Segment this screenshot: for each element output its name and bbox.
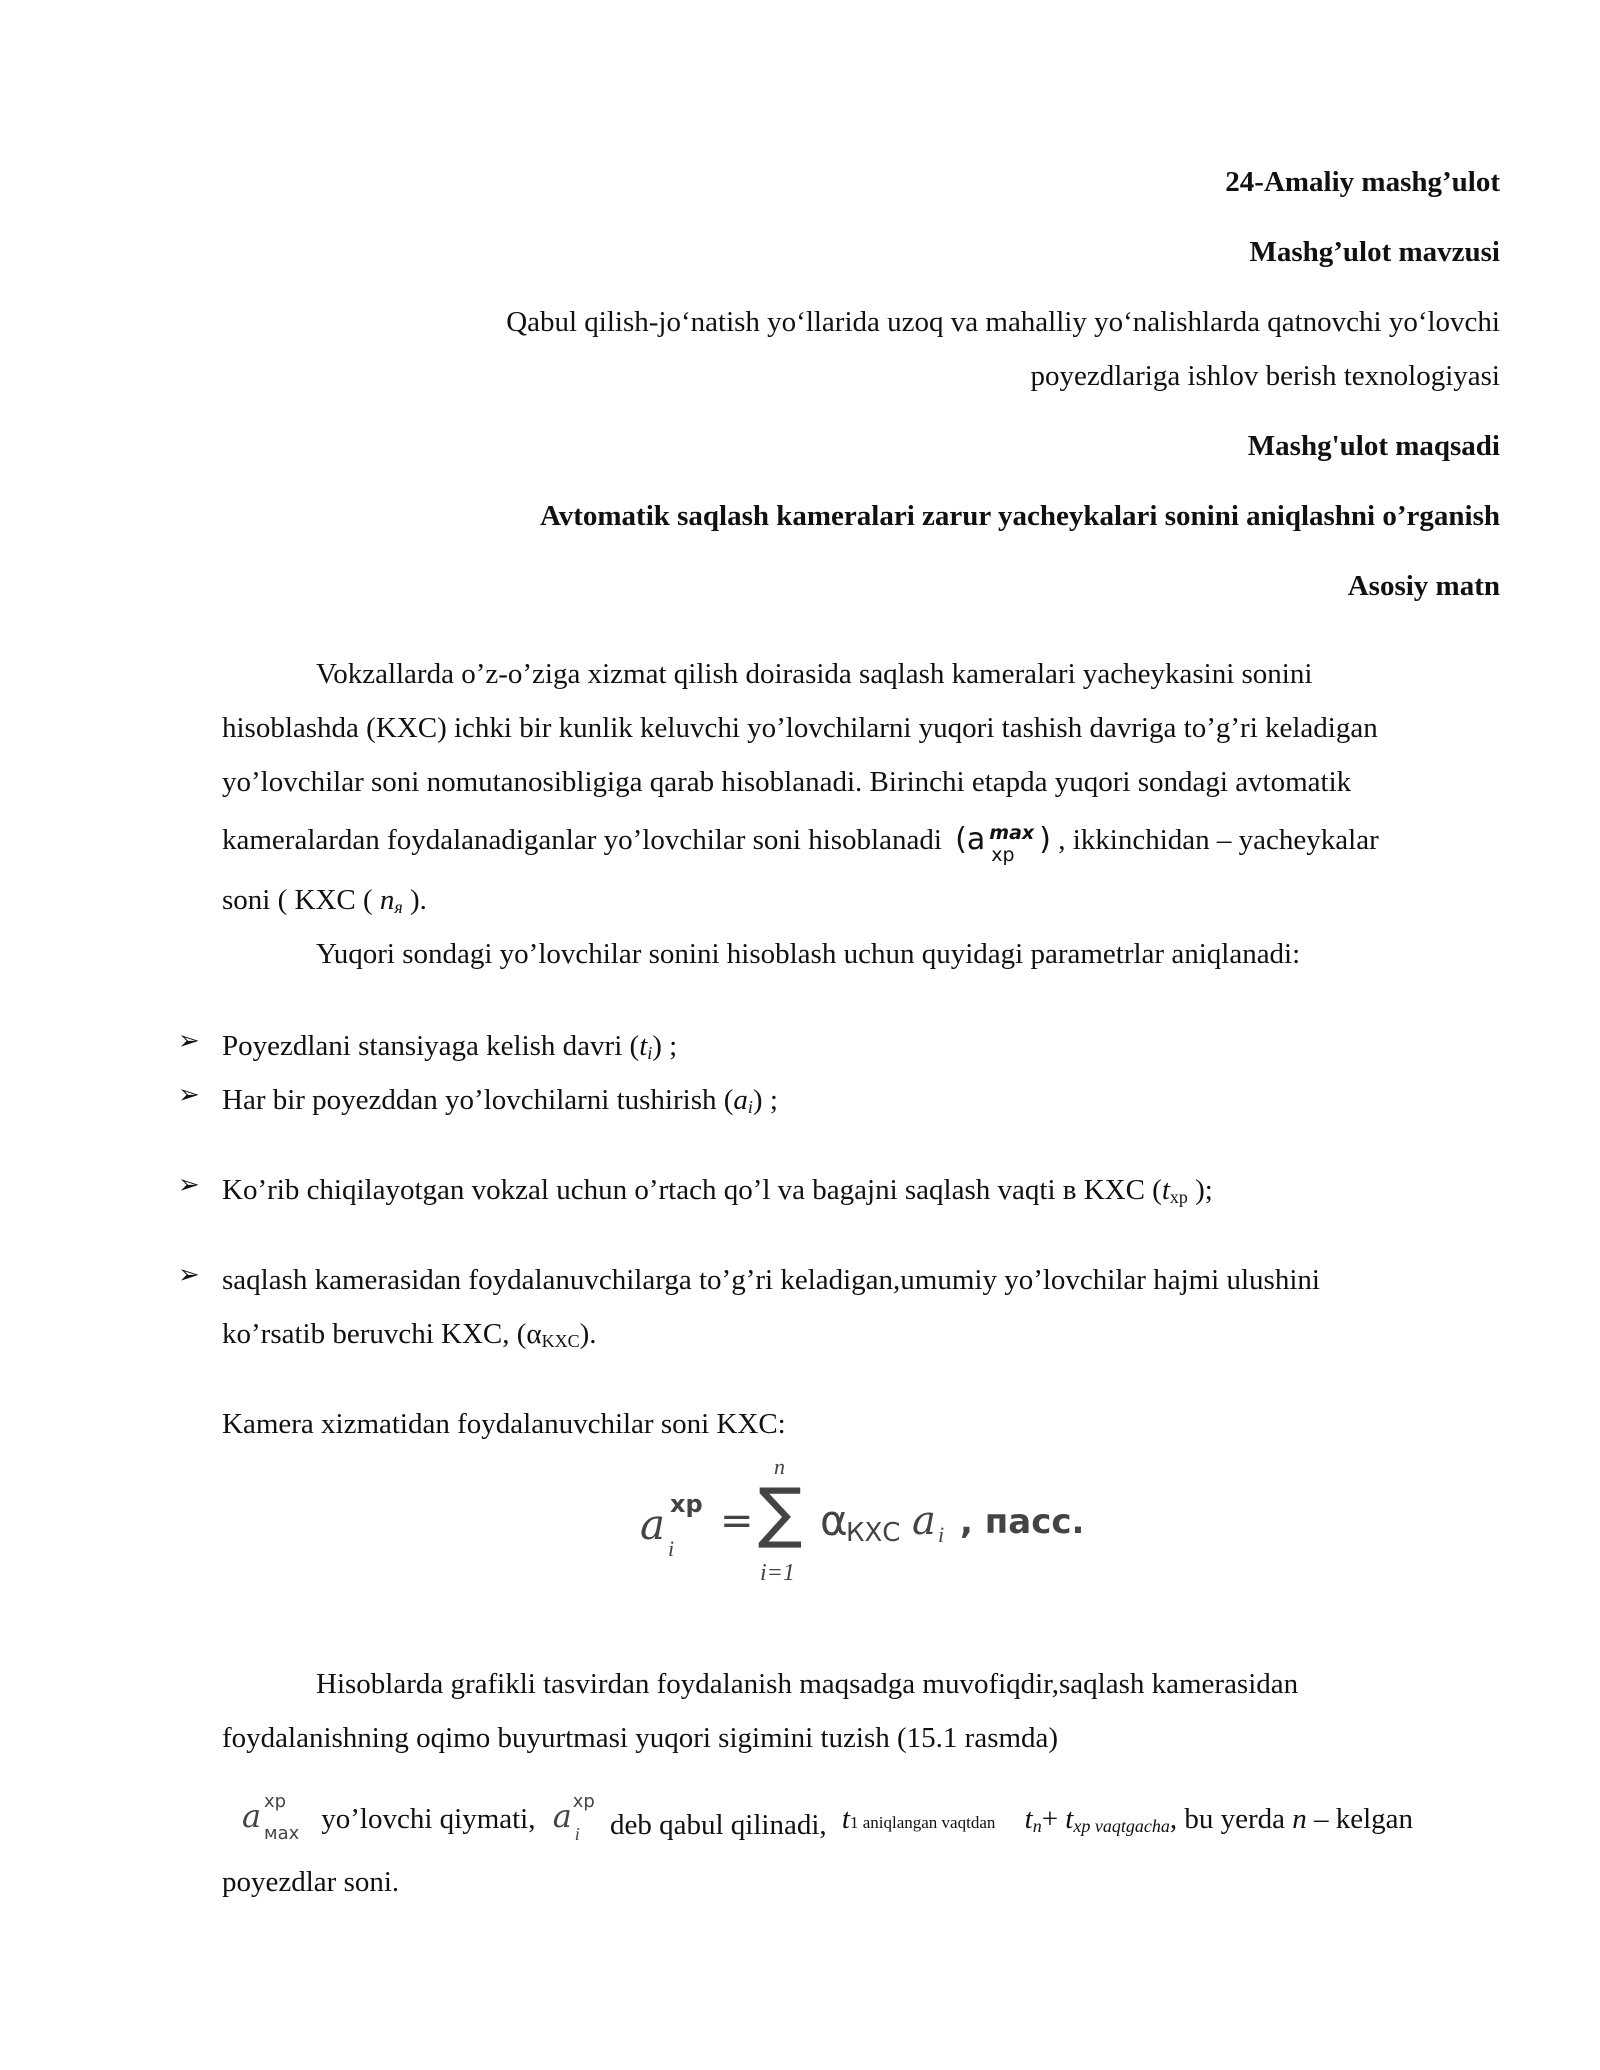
n-ya-sub: я: [394, 897, 403, 917]
bullet-3: [222, 1170, 1213, 1217]
a-i-xp-symbol: [553, 1788, 603, 1842]
sym2-sub: i: [574, 1824, 580, 1844]
formula-unit: , пасс.: [960, 1502, 1085, 1542]
formula-lhs-sub: i: [668, 1536, 675, 1561]
bullet-3-after: );: [1187, 1174, 1213, 1206]
paragraph1-line1: Vokzallarda o’z-o’ziga xizmat qilish doirasida saqlash kameralari yacheykasini sonini: [316, 658, 1313, 690]
bullet-2: [222, 1080, 778, 1127]
topic-line-1: Qabul qilish-jo‘natish yo‘llarida uzoq va mahalliy yo‘nalishlarda qatnovchi yo‘lovchi: [506, 306, 1500, 338]
paragraph1-line5-before: soni ( KXC (: [222, 884, 373, 916]
plus-sign: +: [1041, 1803, 1059, 1835]
t1-sub: 1 aniqlangan vaqtdan: [849, 1813, 996, 1832]
paragraph4-line1: [242, 1788, 1413, 1848]
txp-var: t: [1065, 1803, 1074, 1835]
formula-equals: =: [720, 1498, 754, 1544]
formula-block: [640, 1454, 1100, 1610]
paragraph1-line4-after: , ikkinchidan – yacheykalar: [1058, 824, 1379, 856]
paragraph4-text4: – kelgan: [1313, 1803, 1414, 1835]
tn-var: t: [1024, 1803, 1033, 1835]
bullet-arrow-icon: ➢: [178, 1170, 200, 1199]
paragraph2: Yuqori sondagi yo’lovchilar sonini hisoblash uchun quyidagi parametrlar aniqlanadi:: [316, 938, 1301, 970]
bullet-4-after: ).: [579, 1318, 597, 1350]
t1-var: t: [841, 1803, 850, 1835]
topic-line-2: poyezdlariga ishlov berish texnologiyasi: [1030, 360, 1500, 392]
sym1-sup: xp: [264, 1791, 287, 1812]
bullet-4-line2: [222, 1314, 597, 1361]
formula-alpha: α: [820, 1496, 848, 1545]
bullet-3-text: Ko’rib chiqilayotgan vokzal uchun o’rtach qo’l va bagajni saqlash vaqti в KXC (: [222, 1174, 1162, 1206]
sym2-base: a: [552, 1797, 572, 1835]
paragraph1-line5: [222, 880, 427, 927]
bullet-1-text: Poyezdlani stansiyaga kelish davri (: [222, 1030, 640, 1062]
txp-sub: xp vaqtgacha: [1073, 1816, 1170, 1836]
paragraph1-line5-after: ).: [410, 884, 427, 916]
bullet-3-sub: xp: [1169, 1187, 1188, 1207]
t1-expression: [842, 1803, 995, 1835]
bullet-1-after: ) ;: [652, 1030, 678, 1062]
a-max-xp-symbol: [242, 1788, 314, 1842]
formula-lhs-sup: xp: [670, 1490, 703, 1518]
sym1-sub: мах: [264, 1823, 300, 1844]
formula-alpha-sub: КХС: [846, 1518, 901, 1548]
bullet-4-sub: KXC: [541, 1331, 580, 1351]
bullet-1-var: t: [639, 1030, 648, 1062]
bullet-arrow-icon: ➢: [178, 1080, 200, 1109]
a-max-xp-symbol: (a max xp ): [955, 822, 1051, 857]
bullet-4-line1: saqlash kamerasidan foydalanuvchilarga to’g’ri keladigan,umumiy yo’lovchilar hajmi ulushini: [222, 1264, 1320, 1296]
bullet-arrow-icon: ➢: [178, 1026, 200, 1055]
bullet-2-var: a: [733, 1084, 748, 1116]
a-max-sup: max: [989, 821, 1035, 844]
tn-expression: [1025, 1803, 1170, 1835]
paragraph4-line2: poyezdlar soni.: [222, 1866, 400, 1898]
paragraph1-line3: yo’lovchilar soni nomutanosibligiga qarab hisoblanadi. Birinchi etapda yuqori sondagi avtomatik: [222, 766, 1352, 798]
topic-heading: Mashg’ulot mavzusi: [1249, 236, 1500, 268]
n-var: n: [1292, 1803, 1307, 1835]
bullet-2-sub: i: [747, 1097, 753, 1117]
bullet-1: [222, 1026, 677, 1073]
main-heading: Asosiy matn: [1347, 570, 1500, 602]
a-xp-sub: xp: [991, 843, 1015, 866]
formula-lhs-a: a: [640, 1500, 666, 1549]
a-max-xp-base: a: [966, 822, 986, 857]
n-ya-var: n: [379, 884, 395, 916]
formula-intro: Kamera xizmatidan foydalanuvchilar soni KXC:: [222, 1408, 786, 1440]
formula-sum-top: n: [774, 1454, 785, 1479]
goal-heading: Mashg'ulot maqsadi: [1247, 430, 1500, 462]
bullet-arrow-icon: ➢: [178, 1260, 200, 1289]
tn-sub: n: [1032, 1816, 1042, 1836]
paragraph3-line2: foydalanishning oqimo buyurtmasi yuqori sigimini tuzish (15.1 rasmda): [222, 1722, 1059, 1754]
bullet-1-sub: i: [647, 1043, 653, 1063]
paragraph1-line4-before: kameralardan foydalanadiganlar yo’lovchilar soni hisoblanadi: [222, 824, 942, 856]
bullet-4-line2-text: ko’rsatib beruvchi KXC, (α: [222, 1318, 542, 1350]
paragraph4-text2: deb qabul qilinadi,: [610, 1809, 827, 1841]
sym2-sup: xp: [572, 1791, 595, 1812]
formula-a-sub: i: [938, 1522, 945, 1547]
paragraph1-line2: hisoblashda (KXC) ichki bir kunlik keluvchi yo’lovchilarni yuqori tashish davriga to’g’ri keladigan: [222, 712, 1378, 744]
paragraph1-line4: [222, 820, 1379, 866]
formula-a: a: [912, 1498, 936, 1544]
practical-title: 24-Amaliy mashg’ulot: [1225, 166, 1500, 198]
formula-sum-symbol: ∑: [758, 1474, 803, 1551]
goal-text: Avtomatik saqlash kameralari zarur yacheykalari sonini aniqlashni o’rganish: [539, 500, 1500, 532]
bullet-2-text: Har bir poyezddan yo’lovchilarni tushirish (: [222, 1084, 734, 1116]
paragraph4-text1: yo’lovchi qiymati,: [321, 1803, 536, 1835]
sym1-base: a: [242, 1797, 262, 1835]
formula-sum-bottom: i=1: [760, 1560, 795, 1586]
bullet-2-after: ) ;: [752, 1084, 778, 1116]
paragraph3-line1: Hisoblarda grafikli tasvirdan foydalanish maqsadga muvofiqdir,saqlash kamerasidan: [316, 1668, 1299, 1700]
bullet-3-var: t: [1161, 1174, 1170, 1206]
paragraph4-text3: , bu yerda: [1169, 1803, 1285, 1835]
